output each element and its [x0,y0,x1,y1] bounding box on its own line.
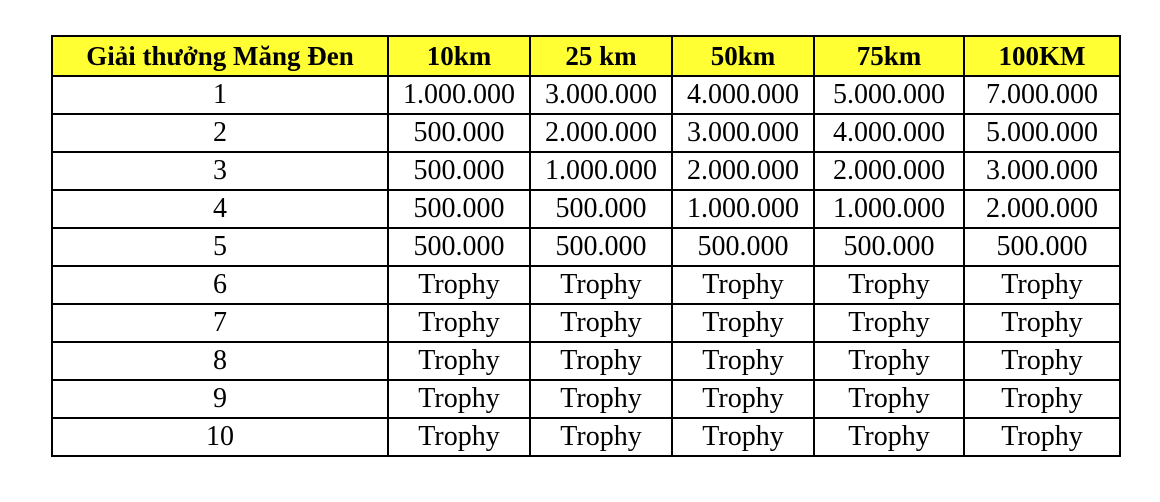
prize-cell: Trophy [388,304,530,342]
header-row [52,36,1120,76]
prize-cell: Trophy [964,380,1120,418]
prize-cell: 500.000 [530,190,672,228]
prize-cell: Trophy [964,266,1120,304]
header-cell-50km: 50km [672,36,814,76]
prize-cell: 5.000.000 [814,76,964,114]
rank-cell: 8 [52,342,388,380]
prize-cell: 1.000.000 [530,152,672,190]
prize-cell: Trophy [814,266,964,304]
prize-cell: 500.000 [814,228,964,266]
table-row [52,380,1120,418]
prize-cell: Trophy [672,304,814,342]
prize-cell: Trophy [964,342,1120,380]
prize-cell: Trophy [388,266,530,304]
table-row [52,228,1120,266]
prize-cell: Trophy [530,266,672,304]
prize-cell: 2.000.000 [964,190,1120,228]
prize-cell: Trophy [964,304,1120,342]
header-cell-75km: 75km [814,36,964,76]
rank-cell: 10 [52,418,388,456]
prize-cell: 500.000 [388,190,530,228]
prize-cell: 2.000.000 [530,114,672,152]
rank-cell: 7 [52,304,388,342]
prize-cell: 3.000.000 [964,152,1120,190]
header-cell-10km: 10km [388,36,530,76]
table-header [52,36,1120,76]
prize-cell: 3.000.000 [530,76,672,114]
table-row [52,190,1120,228]
prize-cell: Trophy [814,342,964,380]
prize-cell: 2.000.000 [672,152,814,190]
prize-cell: Trophy [672,380,814,418]
table-row [52,152,1120,190]
rank-cell: 9 [52,380,388,418]
table-body [52,76,1120,456]
prize-cell: 2.000.000 [814,152,964,190]
prize-cell: 4.000.000 [814,114,964,152]
prize-cell: 1.000.000 [814,190,964,228]
prize-cell: Trophy [814,380,964,418]
table-row [52,266,1120,304]
table-row [52,114,1120,152]
prize-cell: Trophy [814,304,964,342]
prize-cell: 500.000 [964,228,1120,266]
rank-cell: 4 [52,190,388,228]
table-row [52,304,1120,342]
prize-cell: Trophy [388,418,530,456]
prize-cell: 3.000.000 [672,114,814,152]
prize-cell: Trophy [672,342,814,380]
header-cell-prize-rank: Giải thưởng Măng Đen [52,36,388,76]
prize-cell: 1.000.000 [388,76,530,114]
prize-cell: Trophy [530,304,672,342]
prize-cell: 1.000.000 [672,190,814,228]
prize-cell: Trophy [530,418,672,456]
prize-cell: Trophy [814,418,964,456]
prize-cell: 7.000.000 [964,76,1120,114]
prize-cell: 500.000 [388,152,530,190]
rank-cell: 5 [52,228,388,266]
prize-cell: Trophy [672,266,814,304]
rank-cell: 6 [52,266,388,304]
table-row [52,342,1120,380]
rank-cell: 2 [52,114,388,152]
prize-cell: 500.000 [530,228,672,266]
prize-cell: 500.000 [388,114,530,152]
header-cell-25km: 25 km [530,36,672,76]
header-cell-100km: 100KM [964,36,1120,76]
prize-cell: Trophy [530,342,672,380]
table-row [52,76,1120,114]
prize-cell: 5.000.000 [964,114,1120,152]
prize-cell: Trophy [672,418,814,456]
prize-table [51,35,1121,457]
table-row [52,418,1120,456]
rank-cell: 1 [52,76,388,114]
prize-cell: 4.000.000 [672,76,814,114]
prize-cell: Trophy [530,380,672,418]
prize-cell: 500.000 [388,228,530,266]
prize-cell: Trophy [388,342,530,380]
prize-cell: 500.000 [672,228,814,266]
prize-cell: Trophy [964,418,1120,456]
rank-cell: 3 [52,152,388,190]
prize-cell: Trophy [388,380,530,418]
